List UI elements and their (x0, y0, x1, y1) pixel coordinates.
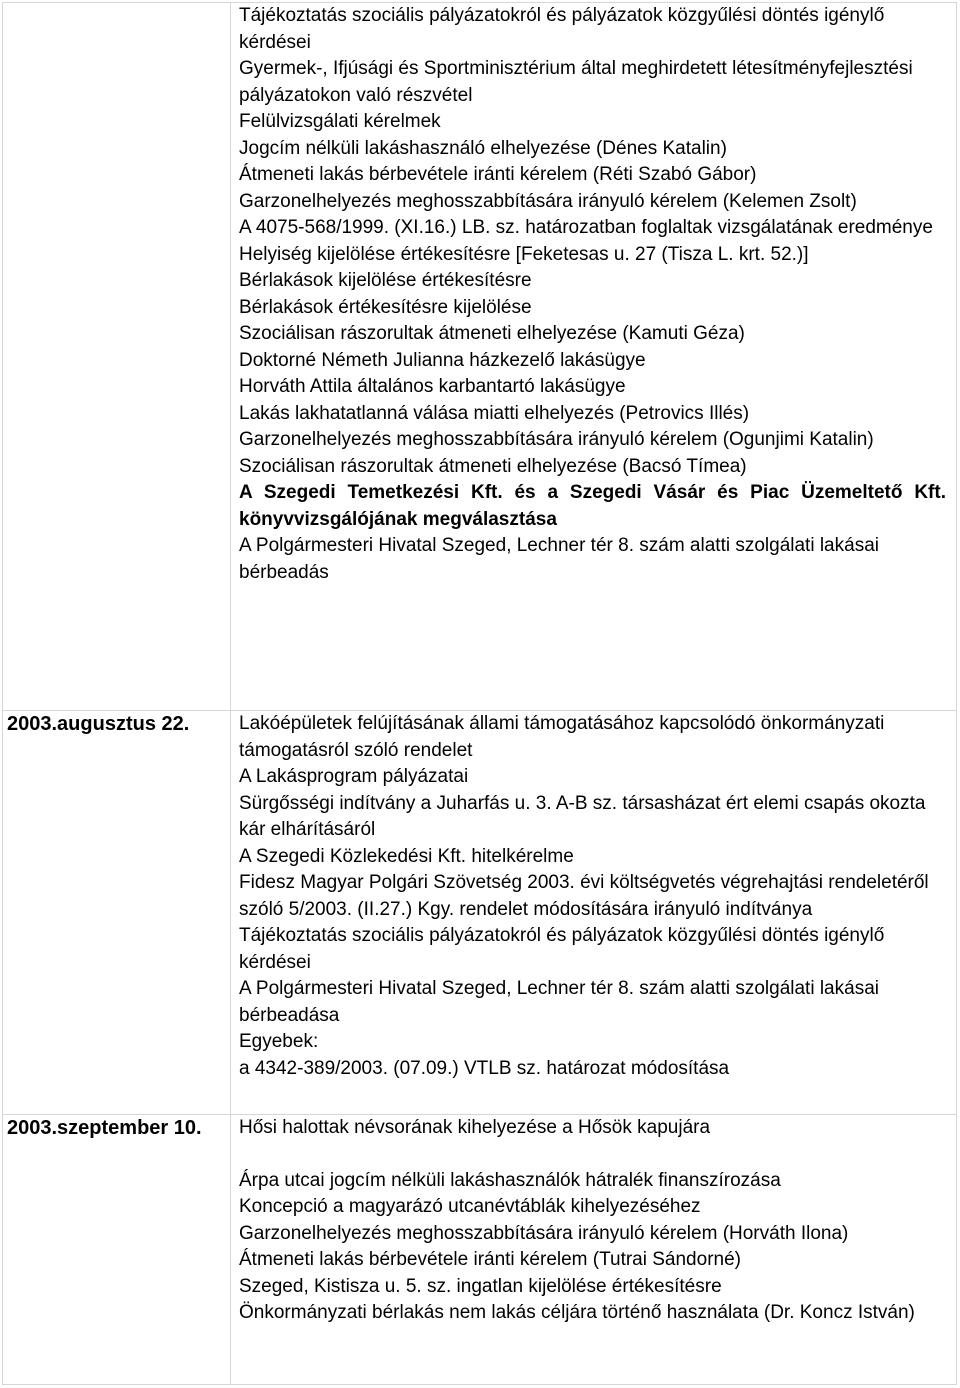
agenda-item: Egyebek: (239, 1031, 319, 1052)
agenda-item: Fidesz Magyar Polgári Szövetség 2003. évi költségvetés végrehajtási rendeletéről szóló 5/2003. (II.27.) Kgy. rendelet módosítására irányuló indítványa (239, 872, 929, 920)
agenda-item: Tájékoztatás szociális pályázatokról és pályázatok közgyűlési döntés igénylő kérdései (239, 925, 885, 973)
agenda-items (231, 3, 957, 711)
agenda-item: Bérlakások értékesítésre kijelölése (239, 296, 532, 318)
agenda-item: Garzonelhelyezés meghosszabbítására irányuló kérelem (Ogunjimi Katalin) (239, 429, 874, 450)
agenda-item: Szeged, Kistisza u. 5. sz. ingatlan kijelölése értékesítésre (239, 1275, 722, 1297)
agenda-item: Átmeneti lakás bérbevétele iránti kérelem (Réti Szabó Gábor) (239, 164, 757, 185)
agenda-item: Szociálisan rászorultak átmeneti elhelyezése (Bacsó Tímea) (239, 455, 747, 477)
agenda-item: Garzonelhelyezés meghosszabbítására irányuló kérelem (Kelemen Zsolt) (239, 190, 857, 212)
agenda-items (231, 1115, 957, 1385)
meeting-date: 2003.augusztus 22. (3, 711, 231, 1115)
agenda-item: Önkormányzati bérlakás nem lakás céljára történő használata (Dr. Koncz István) (239, 1302, 915, 1323)
table-row (3, 1115, 957, 1385)
agenda-table (2, 2, 957, 1385)
agenda-item: Lakás lakhatatlanná válása miatti elhelyezés (Petrovics Illés) (239, 402, 750, 424)
agenda-item: Lakóépületek felújításának állami támogatásához kapcsolódó önkormányzati támogatásról szóló rendelet (239, 713, 885, 761)
agenda-item: Bérlakások kijelölése értékesítésre (239, 270, 532, 291)
agenda-item: A Polgármesteri Hivatal Szeged, Lechner tér 8. szám alatti szolgálati lakásai bérbeadása (239, 978, 879, 1026)
agenda-item: Hősi halottak névsorának kihelyezése a Hősök kapujára (239, 1117, 711, 1138)
agenda-item: Átmeneti lakás bérbevétele iránti kérelem (Tutrai Sándorné) (239, 1249, 741, 1270)
agenda-item: Doktorné Németh Julianna házkezelő lakásügye (239, 349, 646, 371)
agenda-item: Horváth Attila általános karbantartó lakásügye (239, 376, 626, 397)
meeting-date (3, 3, 231, 711)
agenda-item: Árpa utcai jogcím nélküli lakáshasználók hátralék finanszírozása (239, 1169, 781, 1191)
table-row (3, 3, 957, 711)
agenda-item: A 4075-568/1999. (XI.16.) LB. sz. határozatban foglaltak vizsgálatának eredménye (239, 217, 933, 238)
agenda-item: Koncepció a magyarázó utcanévtáblák kihelyezéséhez (239, 1196, 701, 1217)
agenda-item: Sürgősségi indítvány a Juharfás u. 3. A-B sz. társasházat ért elemi csapás okozta kár elhárításáról (239, 792, 926, 840)
table-row (3, 711, 957, 1115)
agenda-item: Felülvizsgálati kérelmek (239, 111, 441, 132)
agenda-item: Helyiség kijelölése értékesítésre [Feketesas u. 27 (Tisza L. krt. 52.)] (239, 243, 809, 265)
agenda-item: a 4342-389/2003. (07.09.) VTLB sz. határozat módosítása (239, 1057, 730, 1079)
agenda-item: A Szegedi Közlekedési Kft. hitelkérelme (239, 845, 574, 867)
agenda-item: A Polgármesteri Hivatal Szeged, Lechner tér 8. szám alatti szolgálati lakásai bérbeadás (239, 535, 879, 583)
agenda-items (231, 711, 957, 1115)
agenda-item: Tájékoztatás szociális pályázatokról és pályázatok közgyűlési döntés igénylő kérdései (239, 5, 885, 53)
agenda-item: Jogcím nélküli lakáshasználó elhelyezése (Dénes Katalin) (239, 137, 727, 159)
agenda-item: A Lakásprogram pályázatai (239, 766, 469, 787)
meeting-date: 2003.szeptember 10. (3, 1115, 231, 1385)
agenda-item: Garzonelhelyezés meghosszabbítására irányuló kérelem (Horváth Ilona) (239, 1222, 849, 1244)
agenda-item: Gyermek-, Ifjúsági és Sportminisztérium által meghirdetett létesítményfejlesztési pályázatokon való részvétel (239, 58, 913, 106)
agenda-item: A Szegedi Temetkezési Kft. és a Szegedi Vásár és Piac Üzemeltető Kft. könyvvizsgálójának megválasztása (239, 482, 946, 530)
agenda-item: Szociálisan rászorultak átmeneti elhelyezése (Kamuti Géza) (239, 323, 745, 344)
